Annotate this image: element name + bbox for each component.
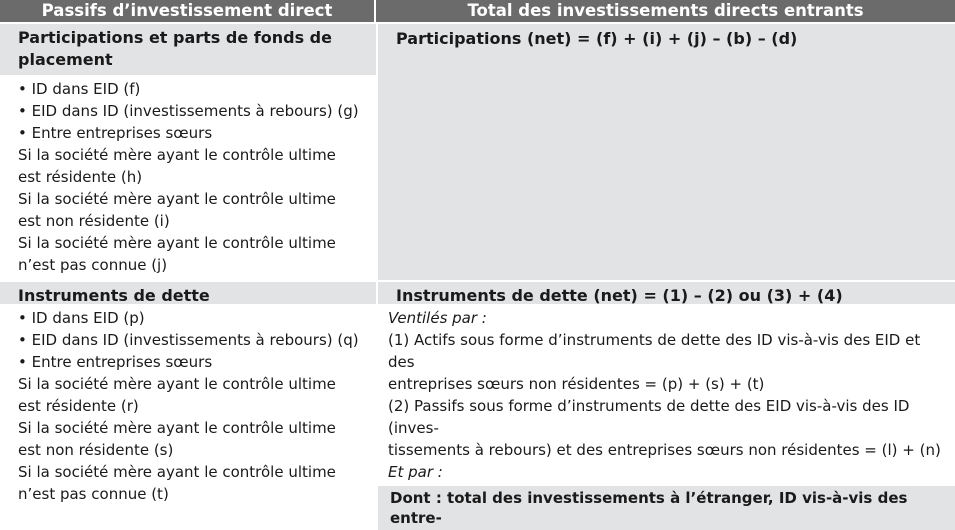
dont-cell	[376, 486, 955, 530]
section1-right-title: Participations (net) = (f) + (i) + (j) – (b) – (d)	[396, 29, 798, 48]
text-line: est non résidente (i)	[18, 212, 170, 230]
text-line: est résidente (h)	[18, 168, 143, 186]
text-line: Si la société mère ayant le contrôle ultime	[18, 375, 336, 393]
text-line: est résidente (r)	[18, 397, 139, 415]
header-right: Total des investissements directs entrants	[376, 0, 955, 22]
list-item: • Entre entreprises sœurs	[18, 351, 372, 373]
text-line: n’est pas connue (j)	[18, 256, 168, 274]
section1-left-title: Participations et parts de fonds de placement	[0, 22, 376, 75]
list-item: • EID dans ID (investissements à rebours) (q)	[18, 329, 372, 351]
text-line: Dont : total des investissements à l’étranger, ID vis-à-vis des entre-	[390, 489, 908, 527]
section1-left-body	[0, 75, 376, 280]
text-line: tissements à rebours) et des entreprises sœurs non résidentes = (l) + (n)	[388, 441, 941, 459]
list-item: • Entre entreprises sœurs	[18, 122, 372, 144]
list-item: • ID dans EID (p)	[18, 307, 372, 329]
text-line: Si la société mère ayant le contrôle ultime	[18, 463, 336, 481]
text-line: n’est pas connue (t)	[18, 485, 169, 503]
text-line: Et par :	[388, 463, 443, 481]
text-line: Si la société mère ayant le contrôle ultime	[18, 234, 336, 252]
section1-right-cell	[376, 22, 955, 280]
text-line: Si la société mère ayant le contrôle ultime	[18, 146, 336, 164]
text-line: (2) Passifs sous forme d’instruments de dette des EID vis-à-vis des ID (inves-	[388, 397, 910, 437]
text-line: est non résidente (s)	[18, 441, 174, 459]
text-line: Si la société mère ayant le contrôle ultime	[18, 419, 336, 437]
section2-left-body	[0, 304, 376, 530]
section2-right-body	[376, 304, 955, 486]
text-line: Si la société mère ayant le contrôle ultime	[18, 190, 336, 208]
text-line: (1) Actifs sous forme d’instruments de dette des ID vis-à-vis des EID et des	[388, 331, 921, 371]
section2-left-title: Instruments de dette	[0, 280, 376, 304]
text-line: entreprises sœurs non résidentes = (p) + (s) + (t)	[388, 375, 765, 393]
header-left: Passifs d’investissement direct	[0, 0, 376, 22]
text-line: Ventilés par :	[388, 309, 487, 327]
list-item: • EID dans ID (investissements à rebours) (g)	[18, 100, 372, 122]
section2-right-title: Instruments de dette (net) = (1) – (2) ou (3) + (4)	[376, 280, 955, 304]
list-item: • ID dans EID (f)	[18, 78, 372, 100]
